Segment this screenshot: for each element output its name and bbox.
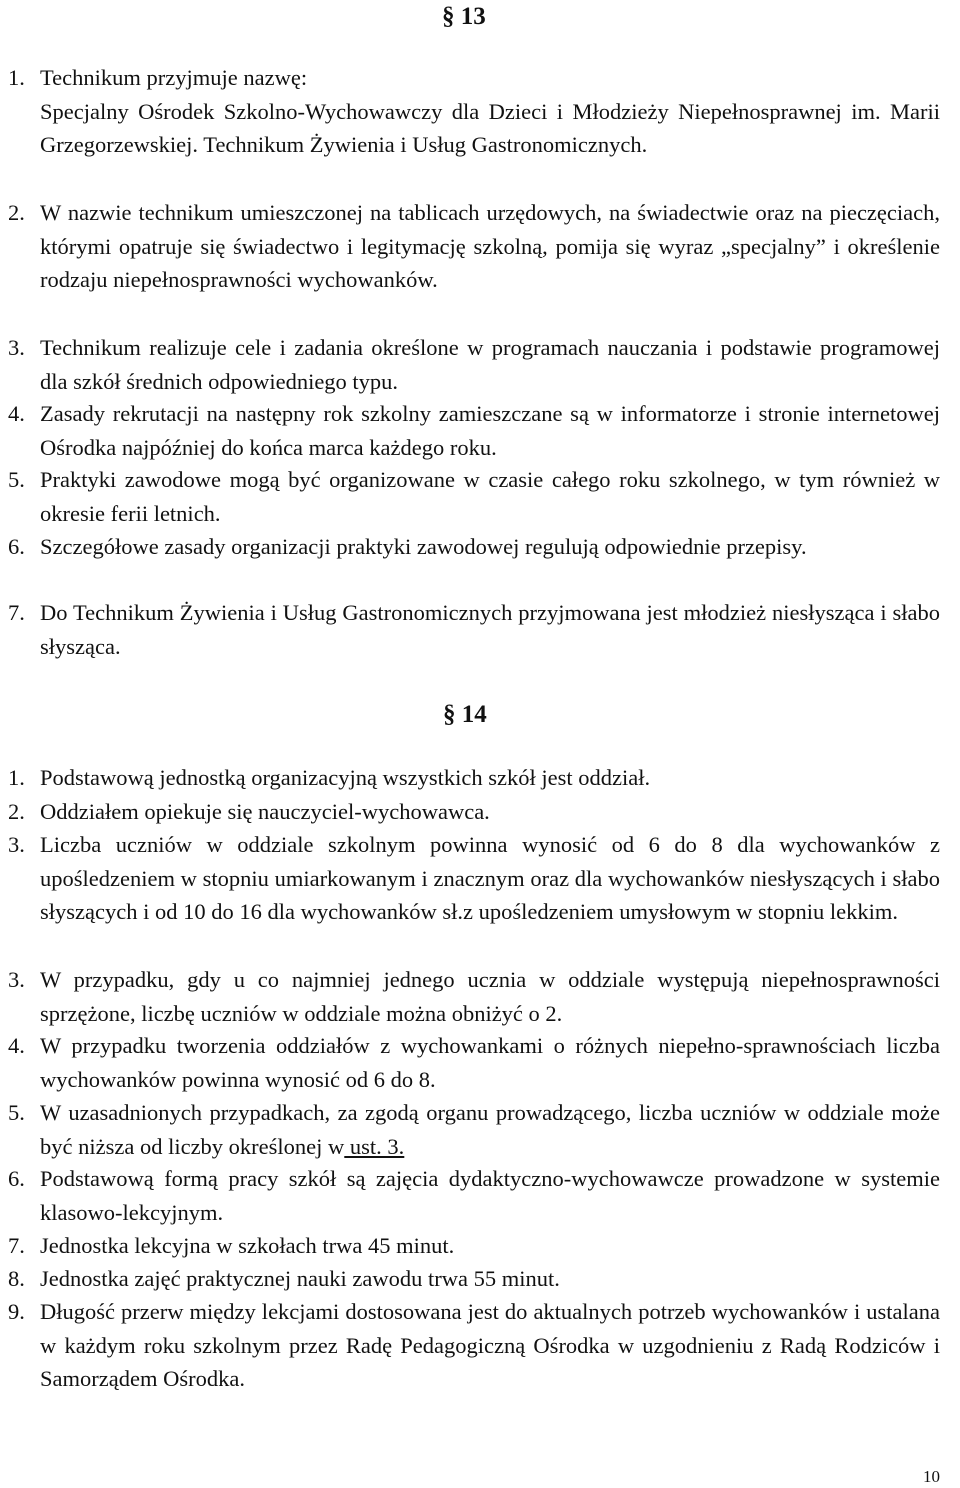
item-text: Podstawową jednostką organizacyjną wszystkich szkół jest oddział. xyxy=(40,765,651,790)
item-text-main: W uzasadnionych przypadkach, za zgodą organu prowadzącego, liczba uczniów w oddziale może być niższa od liczby określonej w xyxy=(40,1100,940,1159)
item-text: Podstawową formą pracy szkół są zajęcia dydaktyczno-wychowawcze prowadzone w systemie klasowo-lekcyjnym. xyxy=(40,1166,940,1225)
item-number: 3. xyxy=(8,335,25,360)
item-number: 7. xyxy=(8,600,25,625)
s14-item-2 xyxy=(8,795,940,829)
s13-item-3 xyxy=(8,331,940,398)
s14-item-9 xyxy=(8,1295,940,1396)
s14-item-4 xyxy=(8,1029,940,1096)
item-text: Liczba uczniów w oddziale szkolnym powinna wynosić od 6 do 8 dla wychowanków z upośledzeniem w stopniu umiarkowanym i znacznym oraz dla wychowanków niesłyszących i słabo słyszących i od 10 do 16 dla wychowanków sł.z upośledzeniem umysłowym w stopniu lekkim. xyxy=(40,832,940,924)
section-13-heading: § 13 xyxy=(442,3,486,30)
item-text: Technikum realizuje cele i zadania określone w programach nauczania i podstawie programowej dla szkół średnich odpowiedniego typu. xyxy=(40,335,940,394)
s13-item-5 xyxy=(8,463,940,530)
s14-item-3b xyxy=(8,963,940,1030)
item-number: 2. xyxy=(8,200,25,225)
s14-item-5 xyxy=(8,1096,940,1163)
item-number: 1. xyxy=(8,65,25,90)
item-number: 1. xyxy=(8,765,25,790)
s14-item-3 xyxy=(8,828,940,929)
s13-item-4 xyxy=(8,397,940,464)
s13-item-7 xyxy=(8,596,940,663)
paragraph-reference-link[interactable]: ust. 3. xyxy=(344,1133,405,1159)
item-number: 3. xyxy=(8,967,25,992)
section-14-heading: § 14 xyxy=(443,701,487,728)
item-text: Oddziałem opiekuje się nauczyciel-wychowawca. xyxy=(40,799,490,824)
s14-item-8 xyxy=(8,1262,940,1296)
s14-item-7 xyxy=(8,1229,940,1263)
item-text xyxy=(40,61,940,162)
item-text: Praktyki zawodowe mogą być organizowane w czasie całego roku szkolnego, w tym również w okresie ferii letnich. xyxy=(40,467,940,526)
item-number: 4. xyxy=(8,401,25,426)
s13-item-1 xyxy=(8,61,940,162)
item-text: Zasady rekrutacji na następny rok szkolny zamieszczane są w informatorze i stronie internetowej Ośrodka najpóźniej do końca marca każdego roku. xyxy=(40,401,940,460)
item-number: 5. xyxy=(8,467,25,492)
item-number: 7. xyxy=(8,1233,25,1258)
item-number: 3. xyxy=(8,832,25,857)
item-text: Jednostka zajęć praktycznej nauki zawodu trwa 55 minut. xyxy=(40,1266,560,1291)
s14-item-6 xyxy=(8,1162,940,1229)
item-text-line1: Technikum przyjmuje nazwę: xyxy=(40,65,308,90)
item-text-rest: Specjalny Ośrodek Szkolno-Wychowawczy dla Dzieci i Młodzieży Niepełnosprawnej im. Marii Grzegorzewskiej. Technikum Żywienia i Usług Gastronomicznych. xyxy=(40,98,940,157)
item-text: Do Technikum Żywienia i Usług Gastronomicznych przyjmowana jest młodzież niesłysząca i słabo słysząca. xyxy=(40,600,940,659)
item-text: W przypadku tworzenia oddziałów z wychowankami o różnych niepełno-sprawnościach liczba wychowanków powinna wynosić od 6 do 8. xyxy=(40,1033,940,1092)
s13-item-6 xyxy=(8,530,940,564)
item-text xyxy=(40,1096,940,1163)
item-text: Długość przerw między lekcjami dostosowana jest do aktualnych potrzeb wychowanków i ustalana w każdym roku szkolnym przez Radę Pedagogiczną Ośrodka w uzgodnieniu z Radą Rodziców i Samorządem Ośrodka. xyxy=(40,1299,940,1391)
page-number: 10 xyxy=(923,1467,940,1486)
item-text: Jednostka lekcyjna w szkołach trwa 45 minut. xyxy=(40,1233,455,1258)
item-text: Szczegółowe zasady organizacji praktyki zawodowej regulują odpowiednie przepisy. xyxy=(40,534,807,559)
item-number: 2. xyxy=(8,799,25,824)
item-number: 6. xyxy=(8,534,25,559)
s14-item-1 xyxy=(8,761,940,795)
item-text: W przypadku, gdy u co najmniej jednego ucznia w oddziale występują niepełnosprawności sprzężone, liczbę uczniów w oddziale można obniżyć o 2. xyxy=(40,967,940,1026)
item-text: W nazwie technikum umieszczonej na tablicach urzędowych, na świadectwie oraz na pieczęciach, którymi opatruje się świadectwo i legitymację szkolną, pomija się wyraz „specjalny” i określenie rodzaju niepełnosprawności wychowanków. xyxy=(40,200,940,292)
item-number: 5. xyxy=(8,1100,25,1125)
item-number: 6. xyxy=(8,1166,25,1191)
item-number: 4. xyxy=(8,1033,25,1058)
s13-item-2 xyxy=(8,196,940,297)
item-number: 8. xyxy=(8,1266,25,1291)
item-number: 9. xyxy=(8,1299,25,1324)
